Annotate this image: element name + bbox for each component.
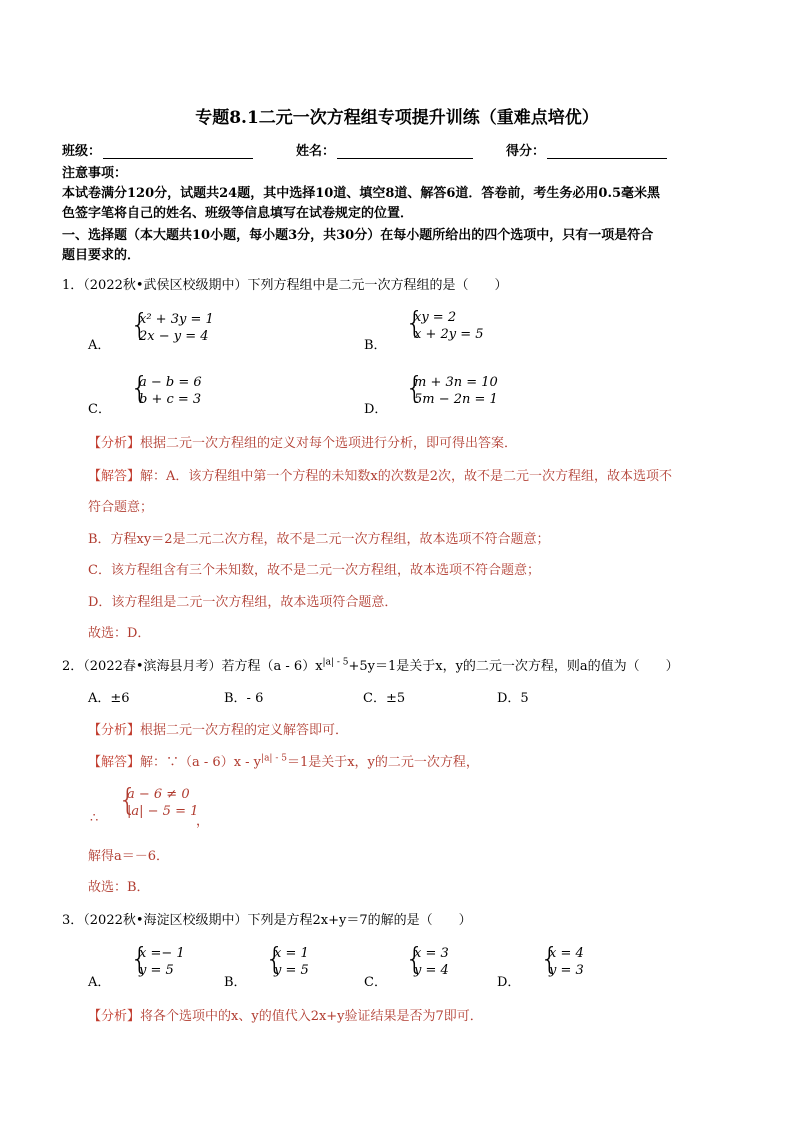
q1-option-c-system[interactable]: { a − b = 6 b + c = 3: [130, 371, 202, 407]
q2-solve: 解得a＝－6．: [88, 849, 170, 864]
q1-answer-line-4: C．该方程组含有三个未知数，故不是二元一次方程组，故本选项不符合题意；: [88, 563, 540, 578]
q2-analysis: [88, 719, 348, 738]
q2-stem-part-2: +5y＝1是关于x，y的二元一次方程，则a的值为（ ）: [348, 659, 679, 674]
q1-a-eq1: x² + 3y = 1: [139, 312, 214, 327]
q3-option-c-label: C．: [364, 975, 387, 990]
q3-option-b-system[interactable]: { x = 1 y = 5: [265, 942, 309, 978]
q3-option-a-system[interactable]: { x =− 1 y = 5: [130, 942, 185, 978]
q1-answer-line-1: [88, 465, 672, 484]
q1-d-eq1: m + 3n = 10: [414, 375, 498, 390]
q1-c-eq2: b + c = 3: [139, 392, 202, 407]
q2-answer-tag: 【解答】: [88, 755, 141, 770]
class-label: 班级：: [62, 144, 102, 159]
q1-c-eq1: a − b = 6: [139, 375, 202, 390]
q2-option-c[interactable]: C．±5: [363, 691, 406, 706]
q3-b-eq1: x = 1: [274, 946, 309, 961]
q1-answer-line-3: B．方程xy＝2是二元二次方程，故不是二元一次方程组，故本选项不符合题意；: [88, 532, 550, 547]
q1-option-d-system[interactable]: { m + 3n = 10 5m − 2n = 1: [405, 371, 498, 407]
q3-option-a-label: A．: [88, 975, 111, 990]
q3-d-eq2: y = 3: [549, 963, 584, 978]
q3-a-eq1: x =− 1: [139, 946, 185, 961]
q1-b-eq2: x + 2y = 5: [414, 327, 484, 342]
q3-a-eq2: y = 5: [139, 963, 174, 978]
q3-option-d-label: D．: [497, 975, 521, 990]
q3-c-eq1: x = 3: [414, 946, 449, 961]
q1-option-c-label: C．: [88, 402, 111, 417]
q2-analysis-tag: 【分析】: [88, 723, 141, 738]
q1-answer-text-1: 解：A．该方程组中第一个方程的未知数x的次数是2次，故不是二元一次方程组，故本选项不: [140, 469, 673, 484]
q1-stem: 1．（2022秋•武侯区校级期中）下列方程组中是二元一次方程组的是（ ）: [62, 278, 508, 293]
notice-heading: 注意事项：: [62, 166, 128, 181]
q2-cond-eq1: a − 6 ≠ 0: [127, 787, 190, 802]
q3-analysis: [88, 1005, 483, 1024]
q1-option-b-system[interactable]: { xy = 2 x + 2y = 5: [405, 306, 484, 342]
name-label: 姓名：: [296, 144, 336, 159]
q2-answer-exponent: |a| - 5: [261, 753, 287, 764]
q1-option-d-label: D．: [364, 402, 388, 417]
q1-answer-line-5: D．该方程组是二元一次方程组，故本选项符合题意．: [88, 595, 398, 610]
q2-answer-text-1b: ＝1是关于x，y的二元一次方程，: [286, 755, 479, 770]
q1-option-b-label: B．: [364, 338, 387, 353]
q1-option-a-label: A．: [88, 338, 111, 353]
section-heading-2: 题目要求的．: [62, 248, 141, 263]
score-label: 得分：: [506, 144, 546, 159]
q2-condition-system: { a − 6 ≠ 0 |a| − 5 = 1: [118, 783, 199, 819]
q1-answer-line-2: 符合题意；: [88, 500, 154, 515]
q1-analysis-tag: 【分析】: [88, 436, 141, 451]
q2-analysis-text: 根据二元一次方程的定义解答即可．: [140, 723, 349, 738]
q1-a-eq2: 2x − y = 4: [139, 329, 209, 344]
q3-option-d-system[interactable]: { x = 4 y = 3: [540, 942, 584, 978]
q1-analysis: [88, 432, 517, 451]
q3-c-eq2: y = 4: [414, 963, 449, 978]
class-field: [62, 140, 253, 159]
section-heading-1: 一、选择题（本大题共10小题，每小题3分，共30分）在每小题所给出的四个选项中，只有一项是符合: [62, 228, 654, 243]
q3-d-eq1: x = 4: [549, 946, 584, 961]
q3-b-eq2: y = 5: [274, 963, 309, 978]
name-field: [296, 140, 473, 159]
score-blank[interactable]: [547, 146, 667, 159]
q2-stem-exponent: |a| - 5: [322, 657, 349, 668]
q2-comma: ，: [196, 814, 210, 829]
notice-line-1: 本试卷满分120分，试题共24题，其中选择10道、填空8道、解答6道．答卷前，考生务必用0.5毫米黑: [62, 186, 661, 201]
q3-analysis-tag: 【分析】: [88, 1009, 141, 1024]
q1-d-eq2: 5m − 2n = 1: [414, 392, 498, 407]
q2-option-b[interactable]: B．- 6: [224, 691, 264, 706]
q2-answer-line-1: [88, 751, 479, 770]
q3-analysis-text: 将各个选项中的x、y的值代入2x+y验证结果是否为7即可．: [140, 1009, 483, 1024]
q3-option-c-system[interactable]: { x = 3 y = 4: [405, 942, 449, 978]
q1-option-a-system[interactable]: { x² + 3y = 1 2x − y = 4: [130, 308, 214, 344]
q3-option-b-label: B．: [224, 975, 247, 990]
notice-line-2: 色签字笔将自己的姓名、班级等信息填写在试卷规定的位置．: [62, 206, 414, 221]
q2-option-a[interactable]: A．±6: [88, 691, 130, 706]
q2-stem: [62, 655, 679, 674]
page-title: 专题8.1二元一次方程组专项提升训练（重难点培优）: [195, 108, 599, 128]
score-field: [506, 140, 667, 159]
class-blank[interactable]: [103, 146, 253, 159]
q1-analysis-text: 根据二元一次方程组的定义对每个选项进行分析，即可得出答案．: [140, 436, 518, 451]
q2-answer-text-1a: 解：∵（a - 6）x - y: [140, 755, 262, 770]
q2-stem-part-1: 2．（2022春•滨海县月考）若方程（a - 6）x: [62, 659, 323, 674]
q1-choice: 故选：D．: [88, 626, 151, 641]
q1-b-eq1: xy = 2: [414, 310, 457, 325]
q2-cond-eq2: |a| − 5 = 1: [127, 804, 199, 819]
q3-stem: 3．（2022秋•海淀区校级期中）下列是方程2x+y＝7的解的是（ ）: [62, 913, 472, 928]
q2-therefore: ∴: [90, 811, 99, 826]
name-blank[interactable]: [337, 146, 473, 159]
q1-answer-tag: 【解答】: [88, 469, 141, 484]
q2-option-d[interactable]: D．5: [497, 691, 529, 706]
q2-choice: 故选：B．: [88, 880, 150, 895]
